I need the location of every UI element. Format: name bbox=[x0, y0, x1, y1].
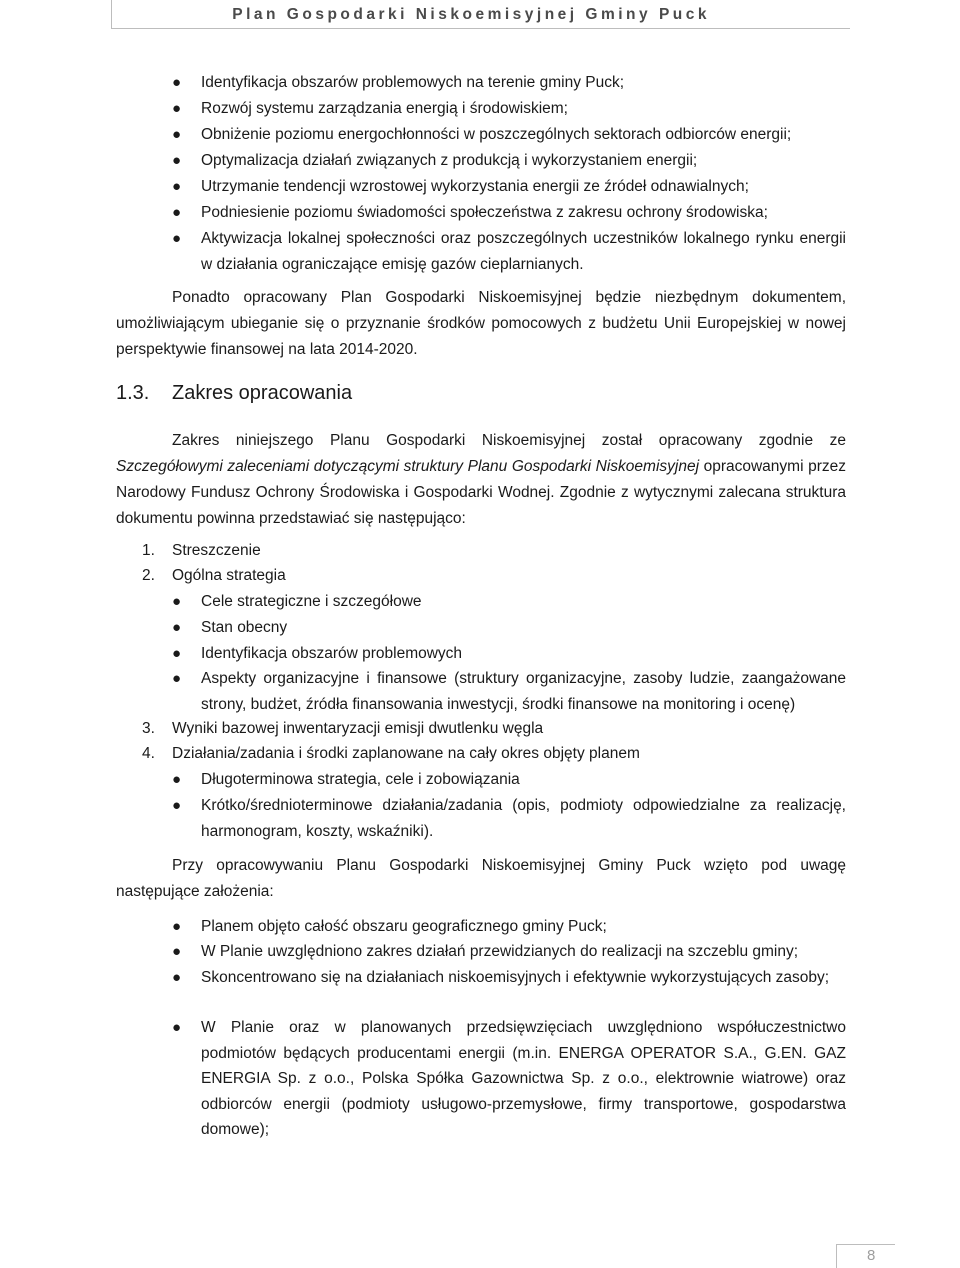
page-header bbox=[111, 0, 850, 29]
paragraph: Ponadto opracowany Plan Gospodarki Niskoemisyjnej będzie niezbędnym dokumentem, umożliwiającym ubieganie się o przyznanie środków pomocowych z budżetu Unii Europejskiej w nowej perspektywie finansowej na lata 2014-2020. bbox=[116, 289, 846, 358]
bullet-icon: ● bbox=[172, 771, 182, 788]
bullet-icon: ● bbox=[172, 1019, 182, 1036]
section-heading: 1.3. Zakres opracowania bbox=[116, 382, 353, 404]
bullet-icon: ● bbox=[172, 204, 182, 221]
bullet-icon: ● bbox=[172, 126, 182, 143]
page-number: 8 bbox=[867, 1247, 876, 1264]
page-footer bbox=[836, 1244, 895, 1268]
bullet-icon: ● bbox=[172, 100, 182, 117]
header-title: Plan Gospodarki Niskoemisyjnej Gminy Puck bbox=[232, 6, 710, 23]
paragraph: Przy opracowywaniu Planu Gospodarki Niskoemisyjnej Gminy Puck wzięto pod uwagę następujące założenia: bbox=[116, 857, 846, 900]
bullet-icon: ● bbox=[172, 178, 182, 195]
bullet-icon: ● bbox=[172, 943, 182, 960]
bullet-icon: ● bbox=[172, 593, 182, 610]
bullet-icon: ● bbox=[172, 797, 182, 814]
bullet-icon: ● bbox=[172, 74, 182, 91]
bullet-icon: ● bbox=[172, 619, 182, 636]
bullet-icon: ● bbox=[172, 152, 182, 169]
bullet-icon: ● bbox=[172, 918, 182, 935]
bullet-icon: ● bbox=[172, 645, 182, 662]
bullet-icon: ● bbox=[172, 230, 182, 247]
paragraph: Zakres niniejszego Planu Gospodarki Niskoemisyjnej został opracowany zgodnie ze Szczegółowymi zaleceniami dotyczącymi struktury Planu Gospodarki Niskoemisyjnej opracowanymi przez Narodowy Fundusz Ochrony Środowiska i Gospodarki Wodnej. Zgodnie z wytycznymi zalecana struktura dokumentu powinna przedstawiać się następująco: bbox=[116, 432, 846, 527]
bullet-icon: ● bbox=[172, 670, 182, 687]
bullet-icon: ● bbox=[172, 969, 182, 986]
